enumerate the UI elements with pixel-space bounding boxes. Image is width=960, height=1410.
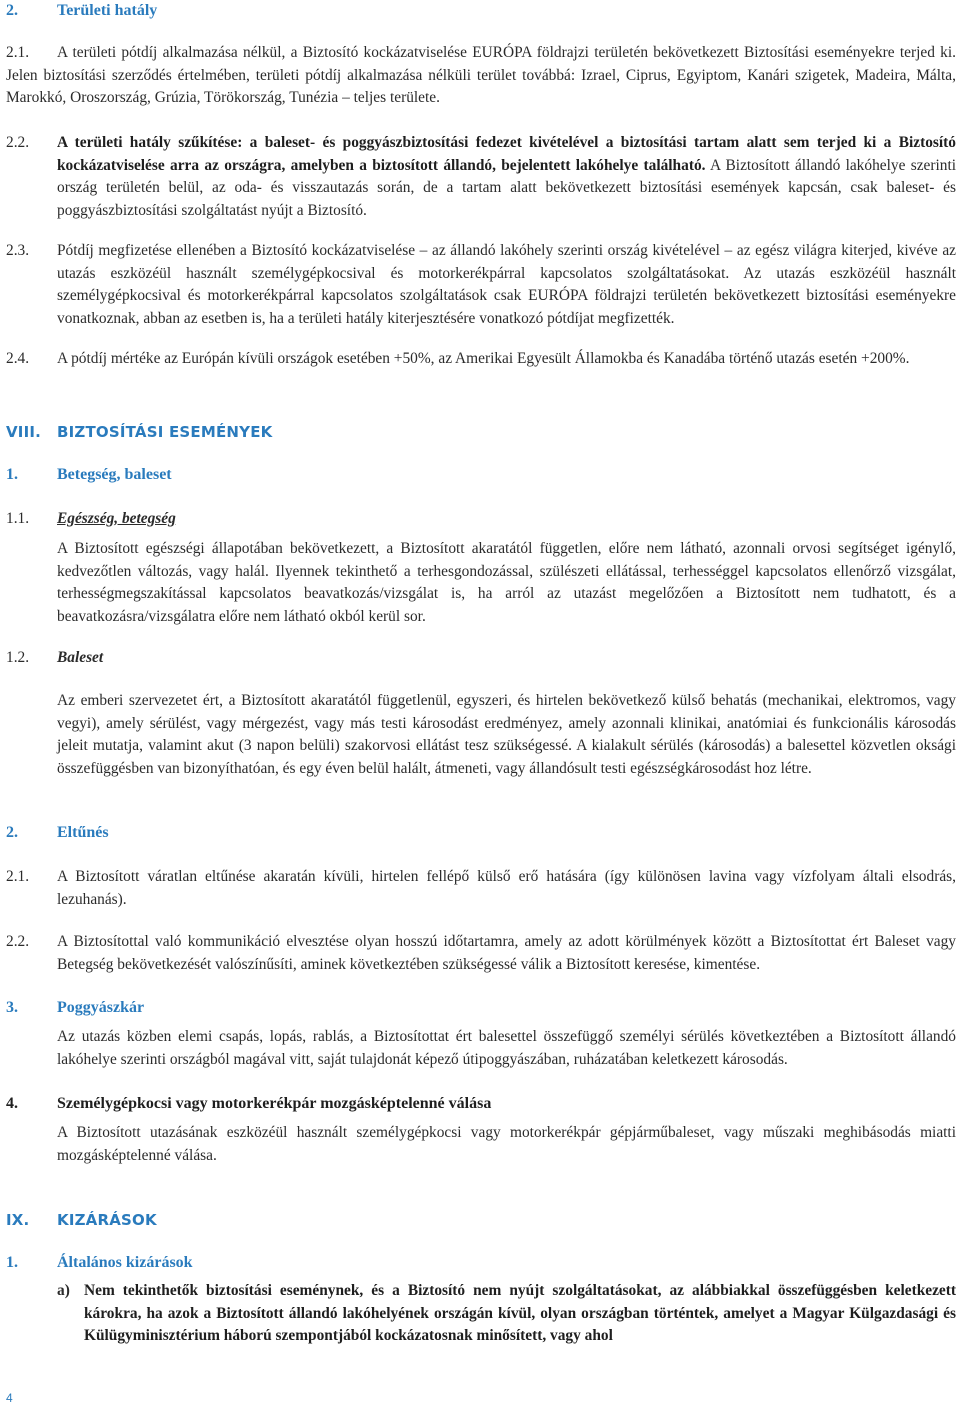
subsection-number: 1. [6, 1254, 18, 1271]
definition-text: A Biztosított utazásának eszközéül használt személygépkocsi vagy motorkerékpár gépjárműbaleset, vagy műszaki meghibásodás miatti mozgásképtelenné válása. [57, 1124, 956, 1164]
subsection-title: Baleset [57, 649, 104, 666]
clause-number: 2.2. [6, 933, 30, 950]
subsection-1-2-heading [0, 647, 960, 670]
section-heading [0, 0, 960, 23]
subsection-title: Általános kizárások [57, 1254, 193, 1271]
chapter-heading [0, 421, 960, 444]
subsection-heading [0, 1093, 960, 1116]
chapter-number: VIII. [6, 423, 42, 441]
subsection-title: Poggyászkár [57, 999, 145, 1016]
exclusion-item-a [0, 1280, 960, 1348]
clause-2-4 [0, 348, 960, 371]
list-label: a) [57, 1282, 70, 1299]
subsection-number: 4. [6, 1095, 18, 1112]
definition-text: A Biztosított egészségi állapotában bekövetkezett, a Biztosított akaratától független, előre nem látható, azonnali orvosi segítséget igénylő, kedvezőtlen változás, vagy halál. Ilyennek tekinthető a terhesgondozással, szülészeti ellátással, terhességgel kapcsolatos ellenőrző vizsgálat, terhességmegszakítással kapcsolatos beavatkozás/vizsgálat is, ha arról az utazást megelőzően a Biztosított nem tudhatott, és a beavatkozásra/vizsgálatra előre nem látható okból kerül sor. [57, 540, 956, 625]
clause-text: Pótdíj megfizetése ellenében a Biztosító kockázatviselése – az állandó lakóhely szerinti ország kivételével – az egész világra kiterjed, kivéve az utazás eszközéül használt személygépkocsival és motorkerékpárral kapcsolatos szolgáltatásokat. Az utazás eszközéül használt személygépkocsival és motorkerékpárral kapcsolatos szolgáltatások csak EURÓPA földrajzi területén bekövetkezett biztosítási eseményekre vonatkoznak, abban az esetben is, ha a területi hatály kiterjesztésére vonatkozó pótdíjat megfizették. [57, 242, 956, 327]
clause-disappearance-2-1 [0, 866, 960, 911]
subsection-heading [0, 822, 960, 845]
clause-number: 2.1. [6, 868, 30, 885]
subsection-heading [0, 464, 960, 487]
page-number: 4 [6, 1391, 13, 1405]
clause-number: 2.4. [6, 350, 30, 367]
clause-2-2 [0, 132, 960, 222]
chapter-title: BIZTOSÍTÁSI ESEMÉNYEK [57, 423, 273, 441]
section-title: Területi hatály [57, 2, 158, 19]
list-item-text: Nem tekinthetők biztosítási eseménynek, és a Biztosító nem nyújt szolgáltatásokat, az alábbiakkal összefüggésben keletkezett károkra, ha azok a Biztosított állandó lakóhelyének országán kívül, olyan országban történtek, amelyet a Magyar Külgazdasági és Külügyminisztérium háború szempontjából kockázatosnak minősített, vagy ahol [84, 1282, 956, 1344]
clause-number: 2.3. [6, 242, 30, 259]
clause-2-1 [0, 42, 960, 110]
clause-bold-text: A területi hatály szűkítése: a baleset- és poggyászbiztosítási fedezet kivételével a biztosítási tartam alatt sem terjed ki a Biztosító kockázatviselése arra az országra, amelyben a biztosított állandó, bejelentett lakóhelye található. [57, 134, 956, 174]
subsection-1-1-heading [0, 508, 960, 531]
clause-text: A pótdíj mértéke az Európán kívüli országok esetében +50%, az Amerikai Egyesült Államokba és Kanadába történő utazás esetén +200%. [57, 350, 910, 367]
definition-vehicle [0, 1122, 960, 1167]
definition-accident [0, 690, 960, 780]
subsection-heading [0, 1252, 960, 1275]
clause-text: A Biztosított állandó lakóhelye szerinti ország területén belül, az oda- és visszautazás során, de a tartam alatt bekövetkezett biztosítási események kapcsán, csak baleset- és poggyászbiztosítási szolgáltatást nyújt a Biztosító. [57, 156, 957, 219]
chapter-number: IX. [6, 1211, 30, 1229]
subsection-title: Eltűnés [57, 824, 109, 841]
subsection-title: Betegség, baleset [57, 466, 172, 483]
clause-2-3 [0, 240, 960, 330]
subsection-title: Egészség, betegség [57, 510, 176, 527]
subsection-number: 3. [6, 999, 18, 1016]
subsection-heading [0, 997, 960, 1020]
subsection-number: 1.2. [6, 649, 30, 666]
subsection-number: 1. [6, 466, 18, 483]
clause-text: A Biztosítottal való kommunikáció elvesztése olyan hosszú időtartamra, amely az adott körülmények között a Biztosítottat ért Baleset vagy Betegség bekövetkezését valószínűsíti, aminek következtében szükségessé válik a Biztosított keresése, kimentése. [57, 933, 956, 973]
chapter-title: KIZÁRÁSOK [57, 1211, 157, 1229]
chapter-heading [0, 1209, 960, 1232]
subsection-number: 2. [6, 824, 18, 841]
section-number: 2. [6, 2, 18, 19]
definition-text: Az emberi szervezetet ért, a Biztosított akaratától függetlenül, egyszeri, és hirtelen bekövetkező külső behatás (mechanikai, elektromos, vagy vegyi), amely sérülést, vagy mérgezést, vagy más testi károsodást eredményez, amely azonnali klinikai, anatómiai és funkcionális károsodás jeleit mutatja, valamint akut (3 napon belüli) szakorvosi ellátást tesz szükségessé. A kialakult sérülés (károsodás) a balesettel közvetlen oksági összefüggésben van bizonyíthatóan, és egy éven belül halált, átmeneti, vagy állandósult testi egészségkárosodást hoz létre. [57, 692, 956, 777]
definition-illness [0, 538, 960, 628]
definition-text: Az utazás közben elemi csapás, lopás, rablás, a Biztosítottat ért balesettel összefüggő személyi sérülés következtében a Biztosított állandó lakóhelye szerinti országból magával vitt, saját tulajdonát képező útipoggyászában, ruházatában keletkezett károsodás. [57, 1028, 956, 1068]
clause-number: 2.1. [6, 44, 30, 61]
clause-text: A területi pótdíj alkalmazása nélkül, a Biztosító kockázatviselése EURÓPA földrajzi területén bekövetkezett Biztosítási eseményekre terjed ki. Jelen biztosítási szerződés értelmében, területi pótdíj alkalmazása nélküli terület továbbá: Izrael, Ciprus, Egyiptom, Kanári szigetek, Madeira, Málta, Marokkó, Oroszország, Grúzia, Törökország, Tunézia – teljes területe. [6, 44, 956, 106]
subsection-title: Személygépkocsi vagy motorkerékpár mozgásképtelenné válása [57, 1095, 492, 1112]
clause-number: 2.2. [6, 134, 30, 151]
clause-text: A Biztosított váratlan eltűnése akaratán kívüli, hirtelen fellépő külső erő hatására (így különösen lavina vagy vízfolyam általi elsodrás, lezuhanás). [57, 868, 956, 908]
clause-disappearance-2-2 [0, 931, 960, 976]
subsection-number: 1.1. [6, 510, 30, 527]
definition-baggage [0, 1026, 960, 1071]
